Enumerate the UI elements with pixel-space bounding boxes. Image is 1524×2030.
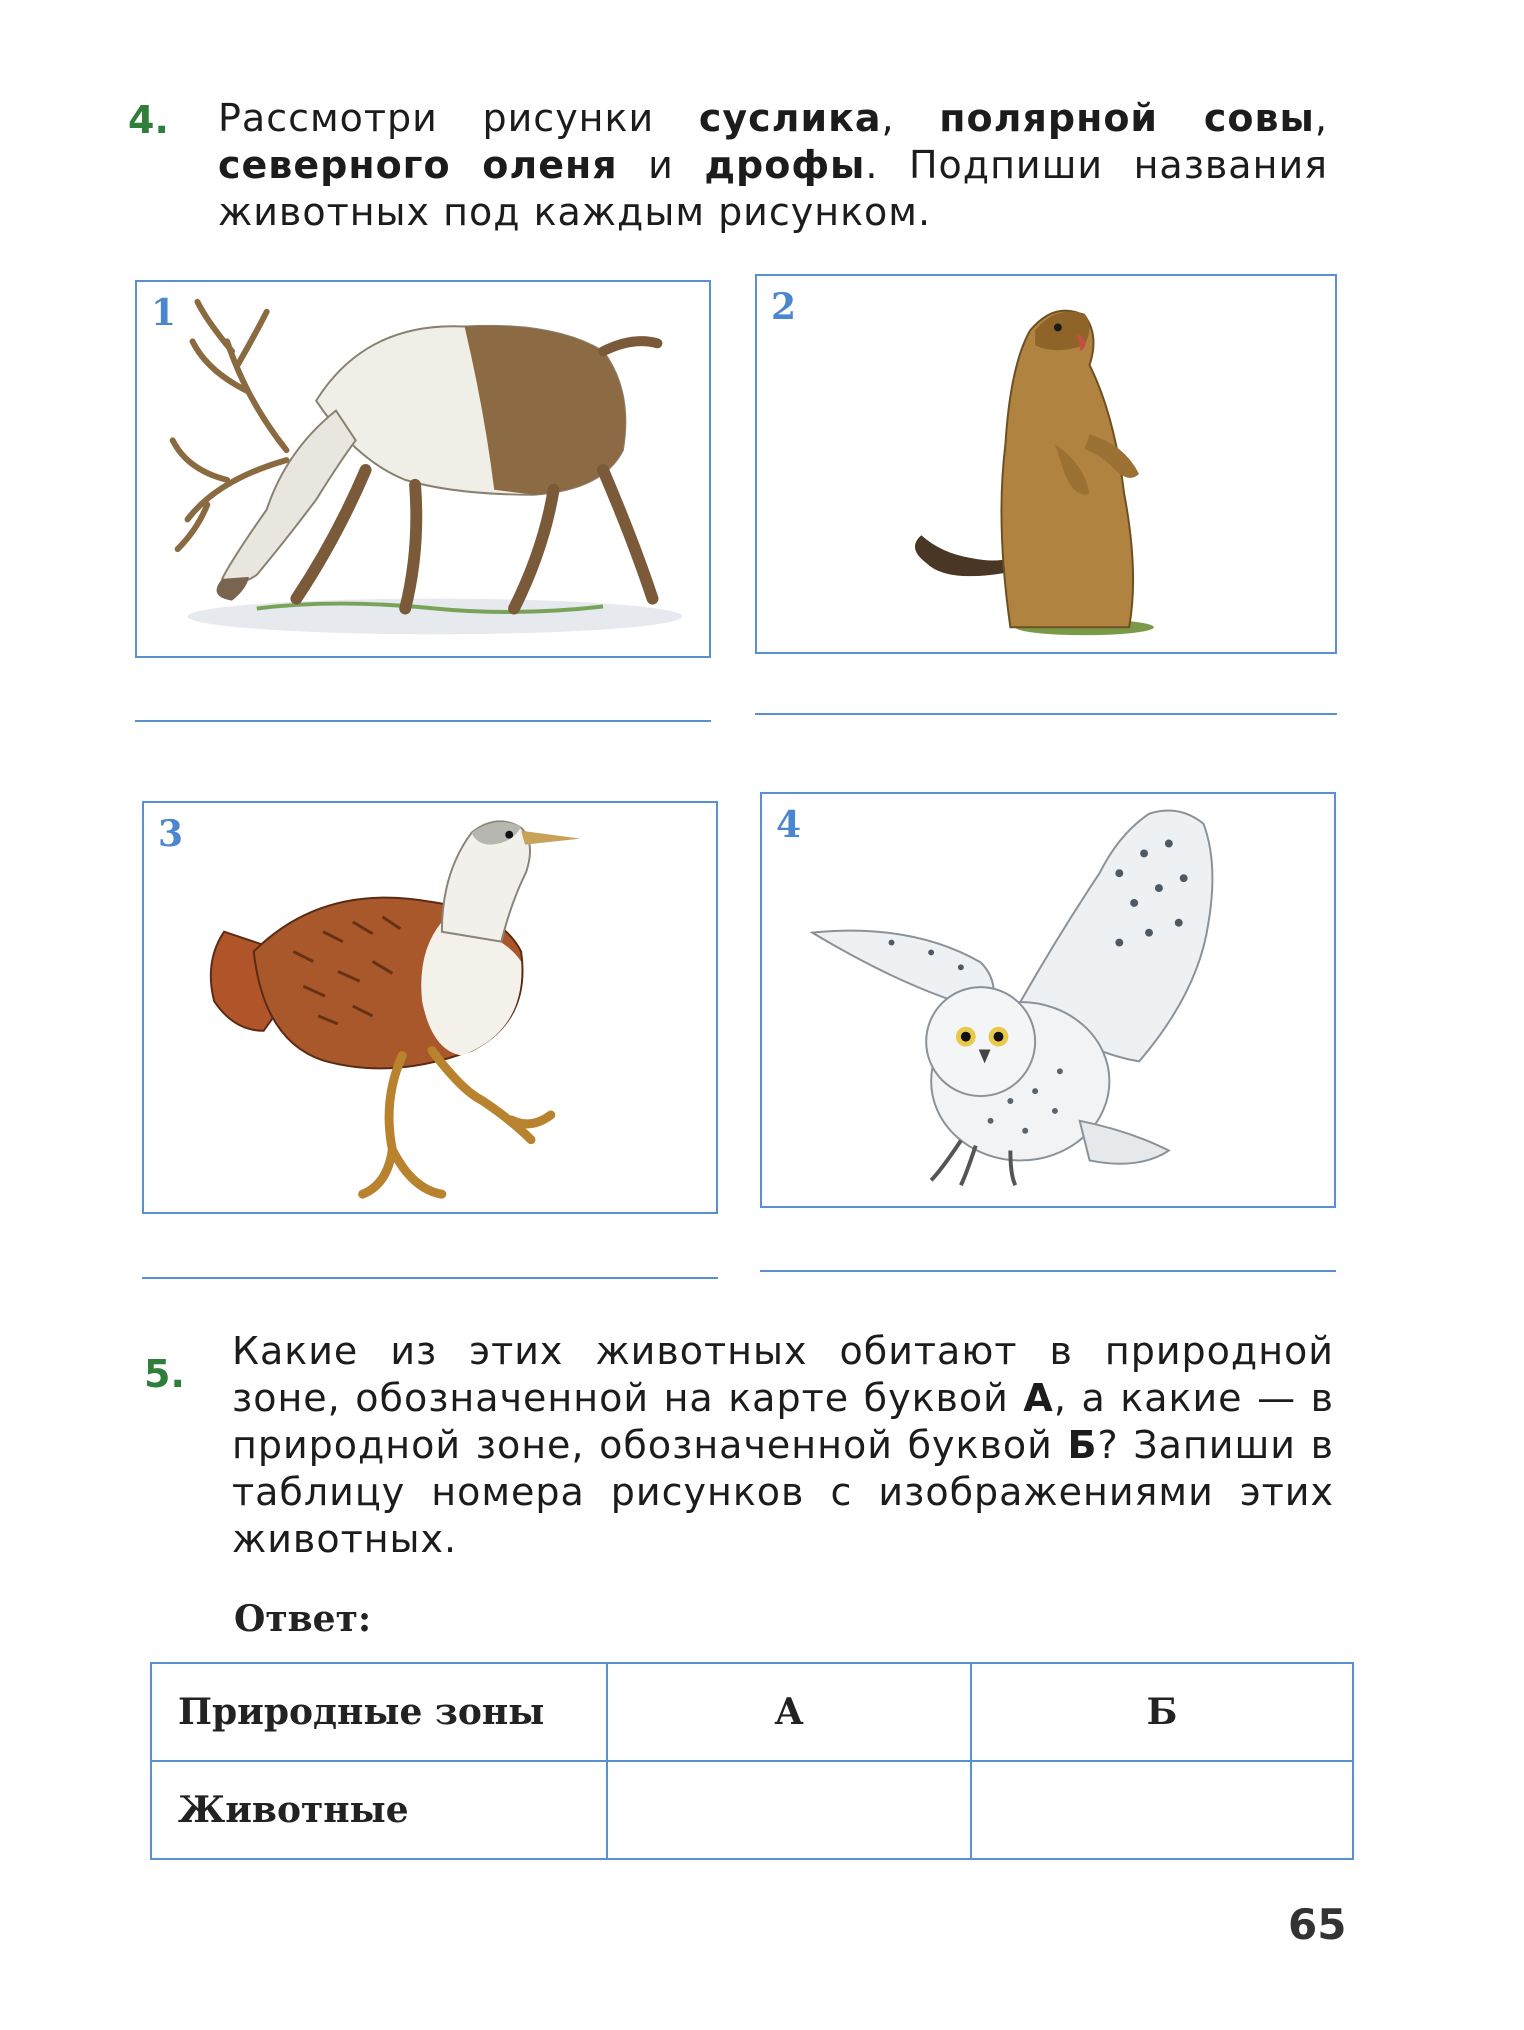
picture-number-4: 4 [776,804,802,846]
table-label-animals: Животные [151,1761,607,1859]
task-4-intro: Рассмотри рисунки [218,96,655,140]
task-4-instruction: . Подпиши названия животных под каждым рисунком. [218,143,1328,234]
answer-line-2[interactable] [755,713,1337,715]
zone-letter-b: Б [1067,1423,1098,1467]
zone-letter-a: А [1023,1376,1054,1420]
separator: , [1314,96,1328,140]
task-5-text-part-2: , а какие — в природной зоне, обозначенной буквой [232,1376,1334,1467]
reindeer-illustration [137,282,709,656]
table-row-zones [151,1663,1353,1761]
task-5-text-part-1: Какие из этих животных обитают в природной зоне, обозначенной на карте буквой [232,1329,1334,1420]
answer-label: Ответ: [234,1598,372,1640]
task-5-text [232,1328,1334,1563]
task-5-text-part-3: ? Запиши в таблицу номера рисунков с изображениями этих животных. [232,1423,1334,1561]
animal-name-2: полярной совы [939,96,1315,140]
task-4-text [218,95,1328,236]
picture-frame-1 [135,280,711,658]
picture-number-3: 3 [158,813,184,855]
snowy-owl-illustration [762,794,1334,1206]
task-4-number: 4. [128,98,169,142]
table-row-animals [151,1761,1353,1859]
bustard-illustration [144,803,716,1212]
answer-table [150,1662,1354,1860]
answer-line-3[interactable] [142,1277,718,1279]
page-number: 65 [1288,1900,1347,1949]
animal-name-3: северного оленя [218,143,618,187]
animal-name-1: суслика [698,96,882,140]
conjunction: и [648,143,674,187]
answer-cell-zone-a[interactable] [607,1761,971,1859]
answer-cell-zone-b[interactable] [971,1761,1353,1859]
picture-frame-4 [760,792,1336,1208]
picture-frame-2 [755,274,1337,654]
table-header-zones: Природные зоны [151,1663,607,1761]
ground-squirrel-illustration [757,276,1335,652]
picture-number-1: 1 [151,292,177,334]
task-5-number: 5. [144,1352,185,1396]
table-header-zone-a: А [607,1663,971,1761]
animal-name-4: дрофы [704,143,866,187]
answer-line-1[interactable] [135,720,711,722]
table-header-zone-b: Б [971,1663,1353,1761]
answer-line-4[interactable] [760,1270,1336,1272]
picture-number-2: 2 [771,286,797,328]
separator: , [881,96,895,140]
picture-frame-3 [142,801,718,1214]
